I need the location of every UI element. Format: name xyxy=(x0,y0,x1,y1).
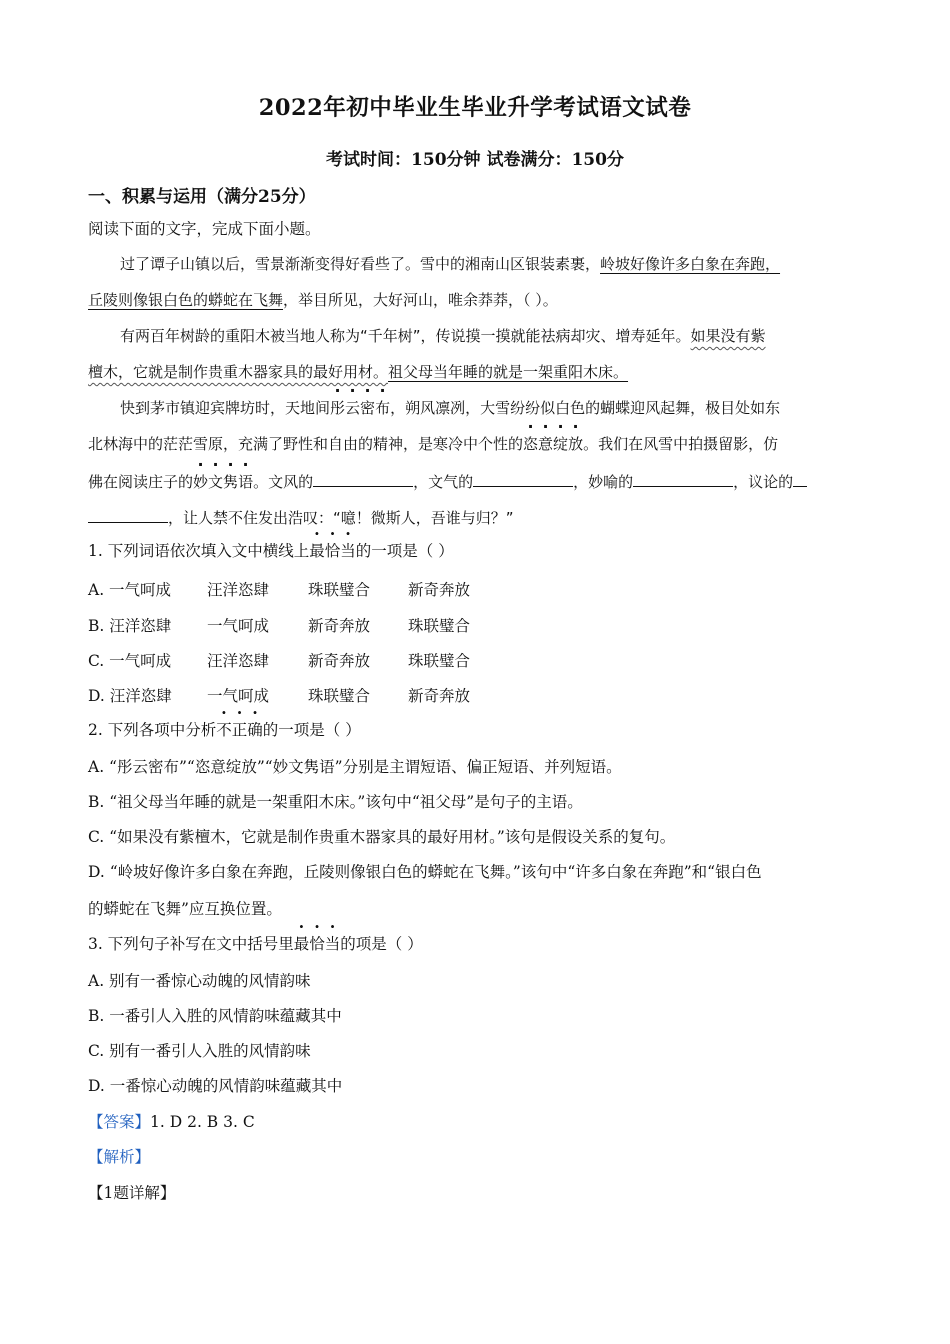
option-term: 一气呵成 xyxy=(207,687,270,705)
question-text: 的项是（ ） xyxy=(340,935,423,953)
dotted-word: 妙文隽语 xyxy=(193,473,254,491)
option-term: 珠联璧合 xyxy=(408,652,471,670)
passage-text: ，妙喻的 xyxy=(573,473,634,491)
option-term: 新奇奔放 xyxy=(308,617,371,635)
question-text: 3. 下列句子补写在文中括号里 xyxy=(88,935,294,953)
question-3-option-b[interactable]: B. 一番引人入胜的风情韵味蕴藏其中 xyxy=(88,1007,342,1025)
option-term: 汪洋恣肆 xyxy=(207,581,270,599)
passage-p2-line2 xyxy=(88,362,863,382)
question-1-option[interactable]: B. 汪洋恣肆 xyxy=(88,617,172,635)
underlined-sentence: 祖父母当年睡的就是一架重阳木床。 xyxy=(388,363,629,381)
passage-p3-line3 xyxy=(88,470,863,492)
dotted-word: 不正确 xyxy=(216,721,263,739)
passage-text: ，议论的 xyxy=(733,473,794,491)
passage-p2-line1 xyxy=(120,326,863,346)
passage-p1-line1 xyxy=(120,254,863,274)
question-2-option-d-cont: 的蟒蛇在飞舞”应互换位置。 xyxy=(88,900,282,918)
passage-text: ，文气的 xyxy=(413,473,474,491)
underlined-phrase: 丘陵则像银白色的蟒蛇在飞舞 xyxy=(88,291,284,309)
question-2-option-b[interactable]: B. “祖父母当年睡的就是一架重阳木床。”该句中“祖父母”是句子的主语。 xyxy=(88,793,583,811)
question-1-option[interactable]: D. 汪洋恣肆 xyxy=(88,687,172,705)
option-term: 新奇奔放 xyxy=(408,581,471,599)
wavy-underlined-sentence: 如果没有紫 xyxy=(690,327,766,345)
passage-text: 有两百年树龄的重阳木被当地人称为“千年树”，传说摸一摸就能祛病却灾、增寿延年。 xyxy=(120,327,691,345)
answer-text: 1. D 2. B 3. C xyxy=(150,1113,255,1131)
answer-label: 【答案】 xyxy=(88,1113,151,1131)
passage-text: ，举目所见，大好河山，唯余莽莽，（ ）。 xyxy=(283,291,558,309)
passage-text: ，让人禁不住发出浩叹：“噫！微斯人，吾谁与归？” xyxy=(168,509,514,527)
analysis-detail-heading: 【1题详解】 xyxy=(88,1184,176,1202)
passage-p3-line4 xyxy=(88,506,863,528)
question-3-stem xyxy=(88,934,863,954)
question-3-option-d[interactable]: D. 一番惊心动魄的风情韵味蕴藏其中 xyxy=(88,1077,343,1095)
passage-p3-line2 xyxy=(88,434,863,454)
dotted-word: 彤云密布 xyxy=(330,399,391,417)
question-1-stem xyxy=(88,541,863,561)
passage-p3-line1 xyxy=(120,398,863,418)
exam-subtitle: 考试时间：150分钟 试卷满分：150分 xyxy=(326,150,624,170)
fill-blank-3[interactable] xyxy=(633,470,733,487)
question-text: 1. 下列词语依次填入文中横线上 xyxy=(88,542,310,560)
passage-text: 。我们在风雪中拍摄留影，仿 xyxy=(583,435,779,453)
passage-text: ，朔风凛冽，大雪纷纷似白色的蝴蝶迎风起舞，极目处如东 xyxy=(390,399,781,417)
option-term: 珠联璧合 xyxy=(408,617,471,635)
question-3-option-a[interactable]: A. 别有一番惊心动魄的风情韵味 xyxy=(88,972,311,990)
passage-text: 。文风的 xyxy=(253,473,314,491)
question-text: 2. 下列各项中分析 xyxy=(88,721,217,739)
option-term: 一气呵成 xyxy=(207,617,270,635)
question-3-option-c[interactable]: C. 别有一番引人入胜的风情韵味 xyxy=(88,1042,311,1060)
dotted-word: 最恰当 xyxy=(309,542,356,560)
fill-blank-4-start[interactable] xyxy=(793,470,807,487)
dotted-word: 恣意绽放 xyxy=(523,435,584,453)
dotted-word: 最恰当 xyxy=(293,935,341,953)
question-2-option-c[interactable]: C. “如果没有紫檀木，它就是制作贵重木器家具的最好用材。”该句是假设关系的复句。 xyxy=(88,828,676,846)
exam-title: 2022年初中毕业生毕业升学考试语文试卷 xyxy=(258,95,692,121)
question-1-option[interactable]: A. 一气呵成 xyxy=(88,581,172,599)
analysis-label: 【解析】 xyxy=(88,1148,151,1166)
fill-blank-2[interactable] xyxy=(473,470,573,487)
passage-text: 快到茅市镇迎宾牌坊时，天地间 xyxy=(120,399,331,417)
wavy-underlined-sentence: 檀木，它就是制作贵重木器家具的最好用材。 xyxy=(88,363,389,381)
underlined-phrase: 岭坡好像许多白象在奔跑， xyxy=(600,255,781,273)
option-term: 珠联璧合 xyxy=(308,581,371,599)
passage-text: 北林海中的茫茫雪原，充满了野性和自由的精神，是寒冷中个性的 xyxy=(88,435,524,453)
answer-line xyxy=(88,1112,863,1132)
question-text: 的一项是（ ） xyxy=(262,721,361,739)
option-term: 新奇奔放 xyxy=(408,687,471,705)
passage-p1-line2 xyxy=(88,290,863,310)
question-2-option-a[interactable]: A. “彤云密布”“恣意绽放”“妙文隽语”分别是主谓短语、偏正短语、并列短语。 xyxy=(88,758,622,776)
fill-blank-4[interactable] xyxy=(88,506,168,523)
section-heading: 一、积累与运用（满分25分） xyxy=(88,187,316,207)
question-text: 的一项是（ ） xyxy=(355,542,454,560)
question-1-option[interactable]: C. 一气呵成 xyxy=(88,652,172,670)
option-term: 新奇奔放 xyxy=(308,652,371,670)
passage-text: 佛在阅读庄子的 xyxy=(88,473,194,491)
question-2-stem xyxy=(88,720,863,740)
passage-text: 过了谭子山镇以后，雪景渐渐变得好看些了。雪中的湘南山区银装素裹， xyxy=(120,255,601,273)
question-2-option-d[interactable]: D. “岭坡好像许多白象在奔跑，丘陵则像银白色的蟒蛇在飞舞。”该句中“许多白象在奔跑”和“银白色 xyxy=(88,863,762,881)
option-term: 汪洋恣肆 xyxy=(207,652,270,670)
option-term: 珠联璧合 xyxy=(308,687,371,705)
fill-blank-1[interactable] xyxy=(313,470,413,487)
reading-instruction: 阅读下面的文字，完成下面小题。 xyxy=(88,220,321,238)
